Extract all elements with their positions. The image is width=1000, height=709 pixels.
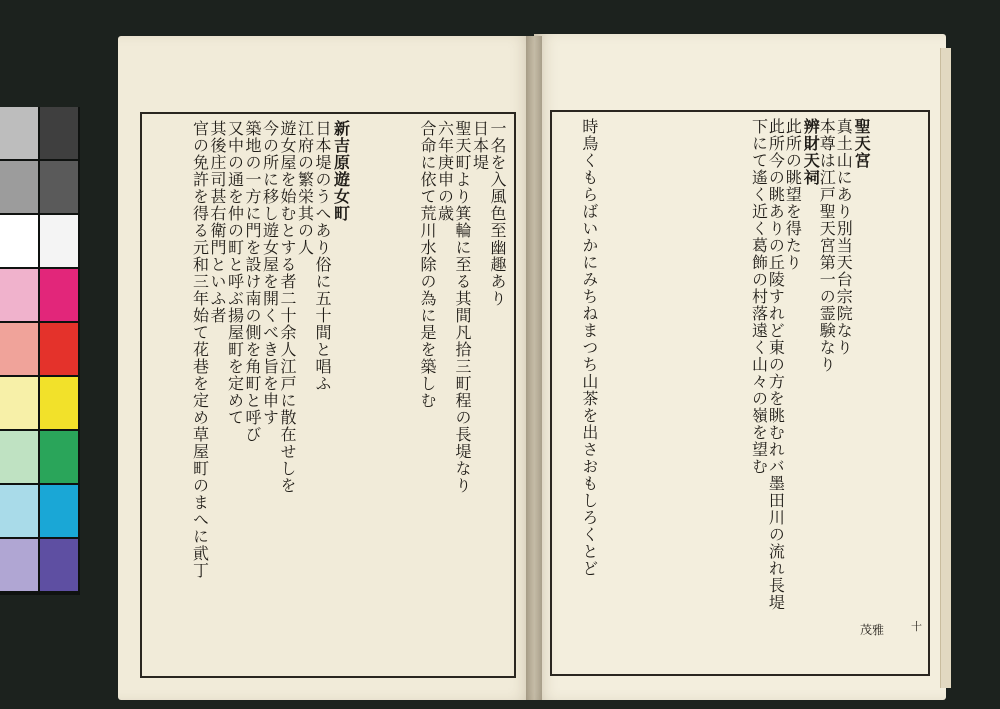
swatch (0, 269, 38, 321)
folio-number: 十 (911, 620, 922, 633)
text-column: 六年庚申の歳 (435, 120, 455, 222)
book-gutter (526, 36, 542, 700)
swatch (40, 269, 78, 321)
swatch (0, 323, 38, 375)
text-column: 其後庄司甚右衛門といふ者 (208, 120, 227, 324)
swatch (0, 377, 38, 429)
text-column: 官の免許を得る元和三年始て花巷を定め草屋町のまへに貮丁 (190, 120, 210, 579)
right-page-text-frame (550, 110, 930, 676)
text-column: 日本堤 (470, 120, 490, 171)
text-column: 今の所に移し遊女屋を開くべき旨を申す (260, 120, 280, 426)
text-column: 遊女屋を始むとする者二十余人江戸に散在せしを (278, 120, 297, 494)
text-column: 一名を入風色至幽趣あり (488, 120, 507, 307)
swatch (0, 539, 38, 591)
text-column: 聖天町より箕輪に至る其間凡拾三町程の長堤なり (453, 120, 472, 494)
text-column: 此所今の眺ありの丘陵すれど東の方を眺むれバ墨田川の流れ長堤 (766, 118, 786, 611)
swatch (40, 323, 78, 375)
left-page (118, 36, 534, 700)
section-heading: 新吉原遊女町 (331, 120, 351, 222)
text-column: 本尊は江戸聖天宮第一の霊験なり (817, 118, 837, 373)
swatch (40, 485, 78, 537)
color-calibration-strip (0, 107, 80, 595)
section-heading: 辨財天祠 (801, 118, 821, 186)
swatch (40, 107, 78, 159)
swatch (0, 161, 38, 213)
text-column: 又中の通を仲の町と呼ぶ揚屋町を定めて (225, 120, 245, 426)
text-column: 築地の一方に門を設け南の側を角町と呼び (243, 120, 262, 443)
swatch (40, 431, 78, 483)
text-column: 江府の繁栄其の人 (295, 120, 315, 256)
swatch (40, 215, 78, 267)
open-book (118, 28, 948, 700)
swatch (0, 215, 38, 267)
section-heading: 聖天宮 (852, 118, 872, 169)
swatch (0, 485, 38, 537)
left-page-text-frame (140, 112, 516, 678)
text-column: 日本堤のうへあり俗に五十間と唱ふ (313, 120, 332, 392)
swatch (40, 377, 78, 429)
swatch (0, 107, 38, 159)
page-stack-edge (940, 48, 951, 688)
text-column: 此所の眺望を得たり (783, 118, 803, 271)
swatch (40, 161, 78, 213)
swatch (40, 539, 78, 591)
right-page (534, 34, 946, 700)
text-column: 下にて遙く近く葛飾の村落遠く山々の嶺を望む (749, 118, 769, 475)
text-column: 時鳥くもらばいかにみちねまつち山茶を出さおもしろくとど (579, 118, 599, 577)
right-page-columns (560, 118, 920, 668)
swatch (0, 431, 38, 483)
text-column: 合命に依て荒川水除の為に是を築しむ (418, 120, 437, 409)
text-column: 真土山にあり別当天台宗院なり (834, 118, 854, 356)
signature-mark: 茂雅 (859, 623, 884, 637)
left-page-columns (150, 120, 506, 670)
